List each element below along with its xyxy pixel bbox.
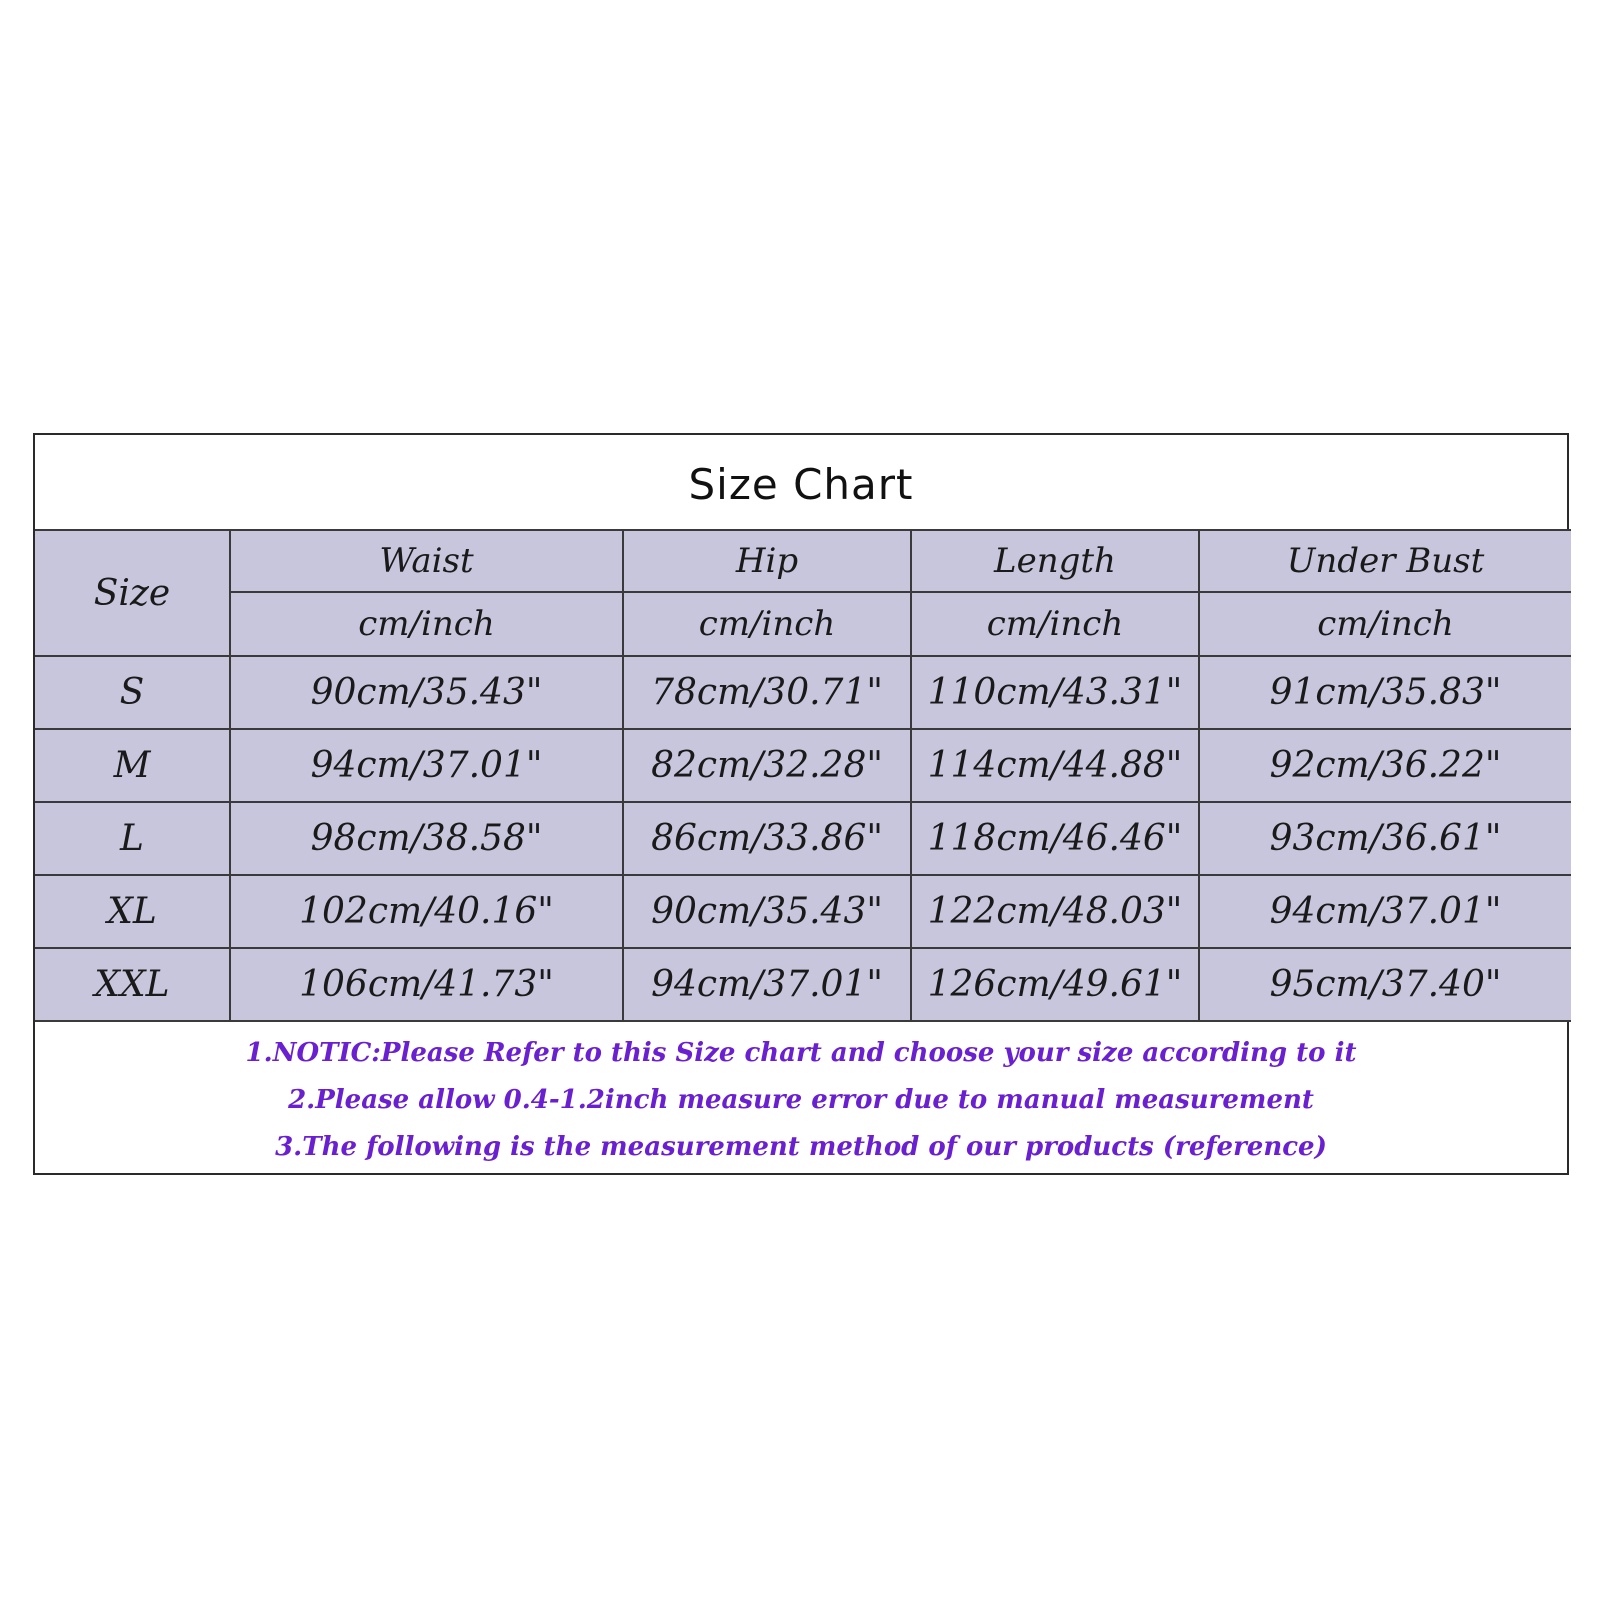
size-column-header: Size xyxy=(35,530,230,656)
under-bust-cell: 93cm/36.61" xyxy=(1199,802,1571,875)
waist-cell: 106cm/41.73" xyxy=(230,948,623,1021)
column-header-waist: Waist xyxy=(230,530,623,592)
hip-cell: 78cm/30.71" xyxy=(623,656,911,729)
unit-under-bust: cm/inch xyxy=(1199,592,1571,656)
length-cell: 114cm/44.88" xyxy=(911,729,1199,802)
size-cell: L xyxy=(35,802,230,875)
column-header-hip: Hip xyxy=(623,530,911,592)
hip-cell: 94cm/37.01" xyxy=(623,948,911,1021)
size-cell: XXL xyxy=(35,948,230,1021)
waist-cell: 98cm/38.58" xyxy=(230,802,623,875)
size-cell: S xyxy=(35,656,230,729)
unit-hip: cm/inch xyxy=(623,592,911,656)
unit-row xyxy=(35,592,1571,656)
waist-cell: 102cm/40.16" xyxy=(230,875,623,948)
table-row xyxy=(35,656,1571,729)
table-row xyxy=(35,875,1571,948)
waist-cell: 94cm/37.01" xyxy=(230,729,623,802)
waist-cell: 90cm/35.43" xyxy=(230,656,623,729)
chart-title: Size Chart xyxy=(688,459,914,509)
note-line: 2.Please allow 0.4-1.2inch measure error due to manual measurement xyxy=(288,1085,1314,1115)
column-header-length: Length xyxy=(911,530,1199,592)
note-line: 1.NOTIC:Please Refer to this Size chart and choose your size according to it xyxy=(245,1038,1357,1068)
unit-length: cm/inch xyxy=(911,592,1199,656)
header-row xyxy=(35,530,1571,592)
size-cell: M xyxy=(35,729,230,802)
table-row xyxy=(35,802,1571,875)
hip-cell: 90cm/35.43" xyxy=(623,875,911,948)
under-bust-cell: 92cm/36.22" xyxy=(1199,729,1571,802)
size-chart xyxy=(33,433,1569,1175)
size-cell: XL xyxy=(35,875,230,948)
under-bust-cell: 91cm/35.83" xyxy=(1199,656,1571,729)
unit-waist: cm/inch xyxy=(230,592,623,656)
column-header-under-bust: Under Bust xyxy=(1199,530,1571,592)
note-line: 3.The following is the measurement method of our products (reference) xyxy=(275,1132,1327,1162)
length-cell: 122cm/48.03" xyxy=(911,875,1199,948)
length-cell: 118cm/46.46" xyxy=(911,802,1199,875)
hip-cell: 86cm/33.86" xyxy=(623,802,911,875)
notes-section xyxy=(35,1022,1567,1171)
length-cell: 110cm/43.31" xyxy=(911,656,1199,729)
under-bust-cell: 95cm/37.40" xyxy=(1199,948,1571,1021)
hip-cell: 82cm/32.28" xyxy=(623,729,911,802)
under-bust-cell: 94cm/37.01" xyxy=(1199,875,1571,948)
table-row xyxy=(35,729,1571,802)
length-cell: 126cm/49.61" xyxy=(911,948,1199,1021)
size-table xyxy=(35,529,1571,1022)
table-row xyxy=(35,948,1571,1021)
